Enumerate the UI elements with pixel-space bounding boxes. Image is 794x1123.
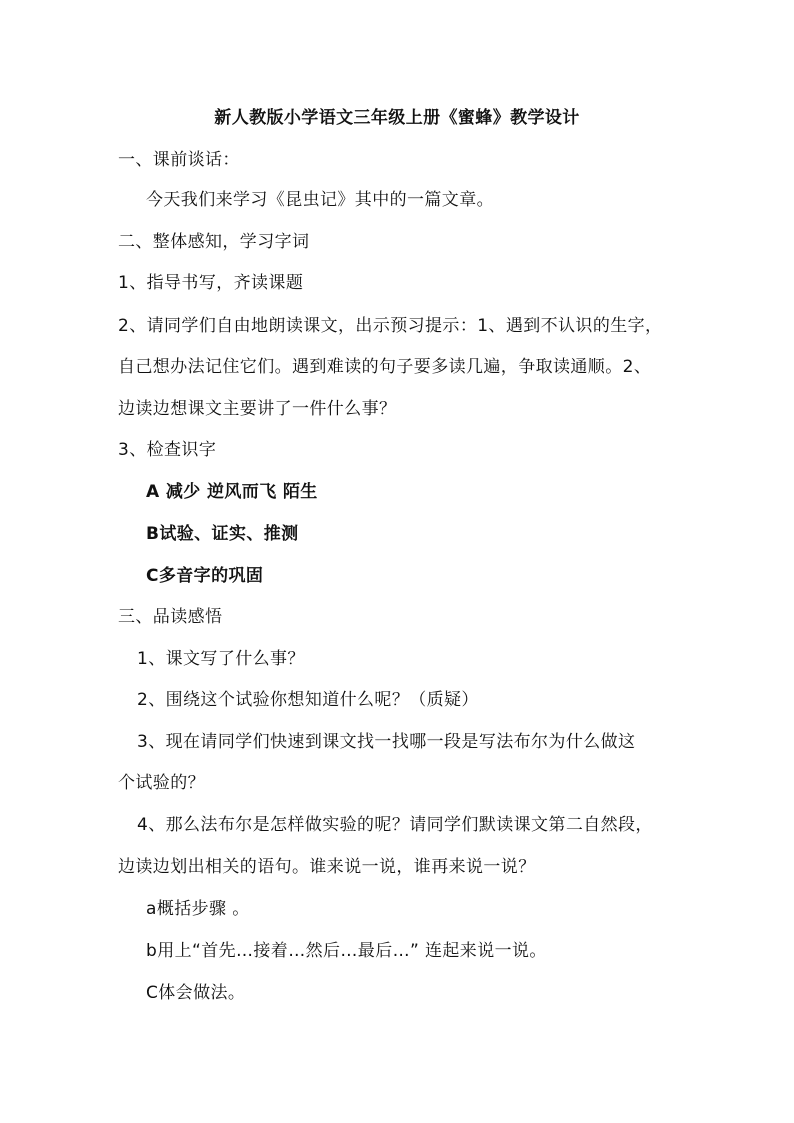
sub-item-a: a概括步骤 。	[146, 899, 250, 919]
list-item: 1、课文写了什么事？	[137, 649, 305, 669]
document-title: 新人教版小学语文三年级上册《蜜蜂》教学设计	[214, 108, 580, 128]
list-item: 4、那么法布尔是怎样做实验的呢？请同学们默读课文第二自然段，	[137, 815, 653, 835]
section-heading-3: 三、品读感悟	[118, 607, 223, 627]
word-list-b: B试验、证实、推测	[146, 524, 299, 544]
list-item: 3、现在请同学们快速到课文找一找哪一段是写法布尔为什么做这	[137, 732, 636, 752]
word-list-c: C多音字的巩固	[146, 566, 264, 586]
sub-item-c: C体会做法。	[146, 983, 246, 1003]
list-item: 2、围绕这个试验你想知道什么呢？（质疑）	[137, 690, 479, 710]
paragraph: 边读边划出相关的语句。谁来说一说，谁再来说一说？	[118, 857, 536, 877]
list-item: 2、请同学们自由地朗读课文，出示预习提示：1、遇到不认识的生字，	[118, 316, 663, 336]
section-heading-1: 一、课前谈话：	[118, 150, 240, 170]
sub-item-b: b用上“首先…接着…然后…最后…” 连起来说一说。	[146, 941, 547, 961]
paragraph: 今天我们来学习《昆虫记》其中的一篇文章。	[146, 190, 494, 210]
paragraph: 边读边想课文主要讲了一件什么事？	[118, 399, 397, 419]
list-item: 1、指导书写，齐读课题	[118, 273, 304, 293]
paragraph: 自己想办法记住它们。遇到难读的句子要多读几遍，争取读通顺。2、	[118, 357, 652, 377]
section-heading-2: 二、整体感知，学习字词	[118, 232, 310, 252]
list-item: 3、检查识字	[118, 440, 217, 460]
word-list-a: A 减少 逆风而飞 陌生	[146, 482, 318, 502]
paragraph: 个试验的？	[118, 773, 205, 793]
